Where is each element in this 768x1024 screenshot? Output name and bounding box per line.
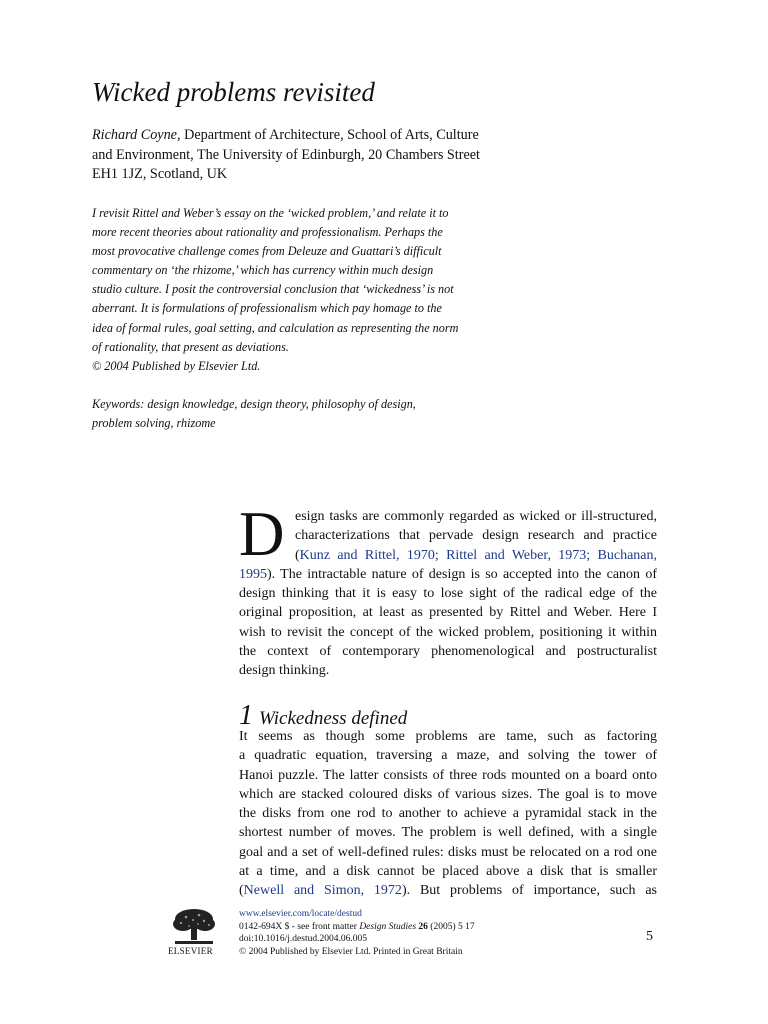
journal-volume: 26	[418, 921, 428, 932]
page-number: 5	[646, 929, 653, 944]
abstract-line: most provocative challenge comes from Deleuze and Guattari’s difficult	[92, 244, 442, 259]
text-line: original proposition, at least as presented by Rittel and Weber. Here I	[239, 605, 657, 621]
text-line: wish to revisit the concept of the wicked problem, positioning it within	[239, 624, 657, 640]
text-line: design thinking.	[239, 663, 330, 679]
text-line: which are stacked coloured disks of various sizes. The goal is to move	[239, 786, 657, 802]
text-line: at a time, and a disk cannot be placed above a disk that is smaller	[239, 864, 657, 880]
author-affiliation	[92, 126, 512, 185]
text-line: characterizations that pervade design research and practice	[295, 528, 657, 544]
text-line: Hanoi puzzle. The latter consists of three rods mounted on a board onto	[239, 767, 657, 783]
citation-link[interactable]: 1995	[239, 566, 267, 582]
abstract-copyright: © 2004 Published by Elsevier Ltd.	[92, 358, 261, 373]
intro-paragraph	[239, 507, 657, 681]
publisher-logo-text: ELSEVIER	[168, 946, 213, 956]
text-line: a quadratic equation, traversing a maze, and solving the tower of	[239, 748, 657, 764]
text-line: esign tasks are commonly regarded as wicked or ill-structured,	[295, 509, 657, 524]
issn-line	[239, 921, 475, 934]
text-line: design thinking that it is easy to lose sight of the radical edge of the	[239, 586, 657, 602]
doi-line: doi:10.1016/j.destud.2004.06.005	[239, 934, 367, 944]
section-title: Wickedness defined	[259, 708, 408, 729]
abstract-line: aberrant. It is formulations of professionalism which pay homage to the	[92, 301, 442, 316]
text-line	[239, 565, 657, 584]
section-paragraph	[239, 727, 657, 901]
abstract-line: studio culture. I posit the controversial conclusion that ‘wickedness’ is not	[92, 282, 454, 297]
keywords-line: problem solving, rhizome	[92, 416, 216, 431]
text-fragment: (	[295, 547, 300, 563]
paper-title: Wicked problems revisited	[92, 77, 375, 107]
citation-link[interactable]: Newell and Simon, 1972	[243, 883, 402, 899]
text-line: It seems as though some problems are tame, such as factoring	[239, 729, 657, 744]
text-fragment: (	[239, 883, 244, 899]
text-line: the disks from one rod to another to achieve a pyramidal stack in the	[239, 806, 657, 822]
abstract-line: I revisit Rittel and Weber’s essay on the ‘wicked problem,’ and relate it to	[92, 206, 449, 220]
affiliation-line: EH1 1JZ, Scotland, UK	[92, 166, 228, 182]
affiliation-line: and Environment, The University of Edinburgh, 20 Chambers Street	[92, 146, 480, 163]
page-footer	[239, 908, 475, 958]
text-line: goal and a set of well-defined rules: disks must be relocated on a rod one	[239, 844, 657, 860]
journal-issue: (2005) 5 17	[427, 921, 475, 932]
section-number: 1	[239, 700, 253, 731]
abstract-line: of rationality, that present as deviations.	[92, 339, 289, 354]
abstract-line: idea of formal rules, goal setting, and calculation as representing the norm	[92, 320, 459, 335]
author-name: Richard Coyne,	[92, 127, 181, 143]
affiliation-line: Department of Architecture, School of Arts, Culture	[180, 127, 479, 143]
text-line	[239, 546, 657, 565]
text-fragment: ). The intractable nature of design is so accepted into the canon of	[267, 566, 657, 582]
text-fragment: ). But problems of importance, such as	[401, 883, 657, 899]
keywords	[92, 395, 512, 433]
text-line: the context of contemporary phenomenological and postructuralist	[239, 644, 657, 660]
issn-text: 0142-694X $ - see front matter	[239, 921, 360, 932]
citation-link[interactable]: Kunz and Rittel, 1970; Rittel and Weber, 1973; Buchanan,	[299, 547, 657, 563]
journal-name: Design Studies	[359, 921, 417, 932]
keywords-line: Keywords: design knowledge, design theory, philosophy of design,	[92, 397, 416, 411]
abstract-line: commentary on ‘the rhizome,’ which has currency within much design	[92, 263, 434, 278]
text-line: shortest number of moves. The problem is well defined, with a single	[239, 825, 657, 841]
elsevier-tree-logo	[171, 908, 217, 946]
text-line	[239, 881, 657, 900]
abstract	[92, 204, 512, 376]
abstract-line: more recent theories about rationality and professionalism. Perhaps the	[92, 225, 443, 240]
footer-copyright: © 2004 Published by Elsevier Ltd. Printed in Great Britain	[239, 946, 463, 957]
journal-url-link[interactable]: www.elsevier.com/locate/destud	[239, 909, 362, 919]
drop-cap: D	[239, 499, 285, 569]
